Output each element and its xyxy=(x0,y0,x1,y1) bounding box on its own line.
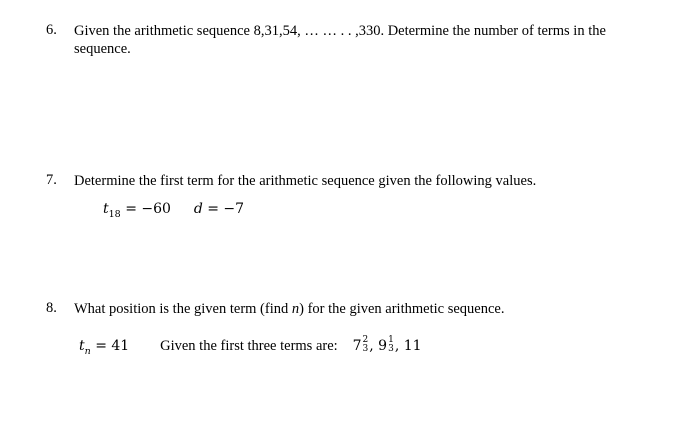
term2-fraction xyxy=(388,336,394,354)
term-separator-2: , xyxy=(394,338,400,354)
t-value: = −60 xyxy=(125,201,171,217)
term1-numerator: 2 xyxy=(362,335,369,345)
d-value: = −7 xyxy=(207,201,245,217)
question-8-text xyxy=(74,300,634,318)
term3: 11 xyxy=(403,338,422,354)
t-variable: t xyxy=(103,201,109,217)
term1-fraction xyxy=(363,336,369,354)
given-terms-label: Given the first three terms are: xyxy=(160,338,338,354)
question-6-number: 6. xyxy=(46,22,57,38)
term-separator-1: , xyxy=(369,338,374,354)
question-7-number: 7. xyxy=(46,172,57,188)
d-variable: d xyxy=(193,201,203,217)
term2-numerator: 1 xyxy=(388,335,394,345)
question-8-text-variable: n xyxy=(291,301,300,317)
tn-variable: t xyxy=(79,338,85,354)
question-8-number: 8. xyxy=(46,300,57,316)
question-8-text-after: ) for the given arithmetic sequence. xyxy=(299,301,505,317)
tn-value: = 41 xyxy=(95,338,130,354)
question-6-text: Given the arithmetic sequence 8,31,54, … … . . ,330. Determine the number of terms in the sequence. xyxy=(74,23,606,57)
tn-subscript: n xyxy=(84,346,91,357)
term2-denominator: 3 xyxy=(388,344,394,354)
term2-whole: 9 xyxy=(378,338,388,354)
term1-whole: 7 xyxy=(352,338,362,354)
question-7-given-values xyxy=(103,201,245,220)
t-subscript: 18 xyxy=(108,209,121,220)
question-7-text: Determine the first term for the arithmetic sequence given the following values. xyxy=(74,173,537,189)
question-8-text-before: What position is the given term (find xyxy=(74,301,292,317)
term1-denominator: 3 xyxy=(362,344,369,354)
question-8-given-values xyxy=(79,337,422,355)
